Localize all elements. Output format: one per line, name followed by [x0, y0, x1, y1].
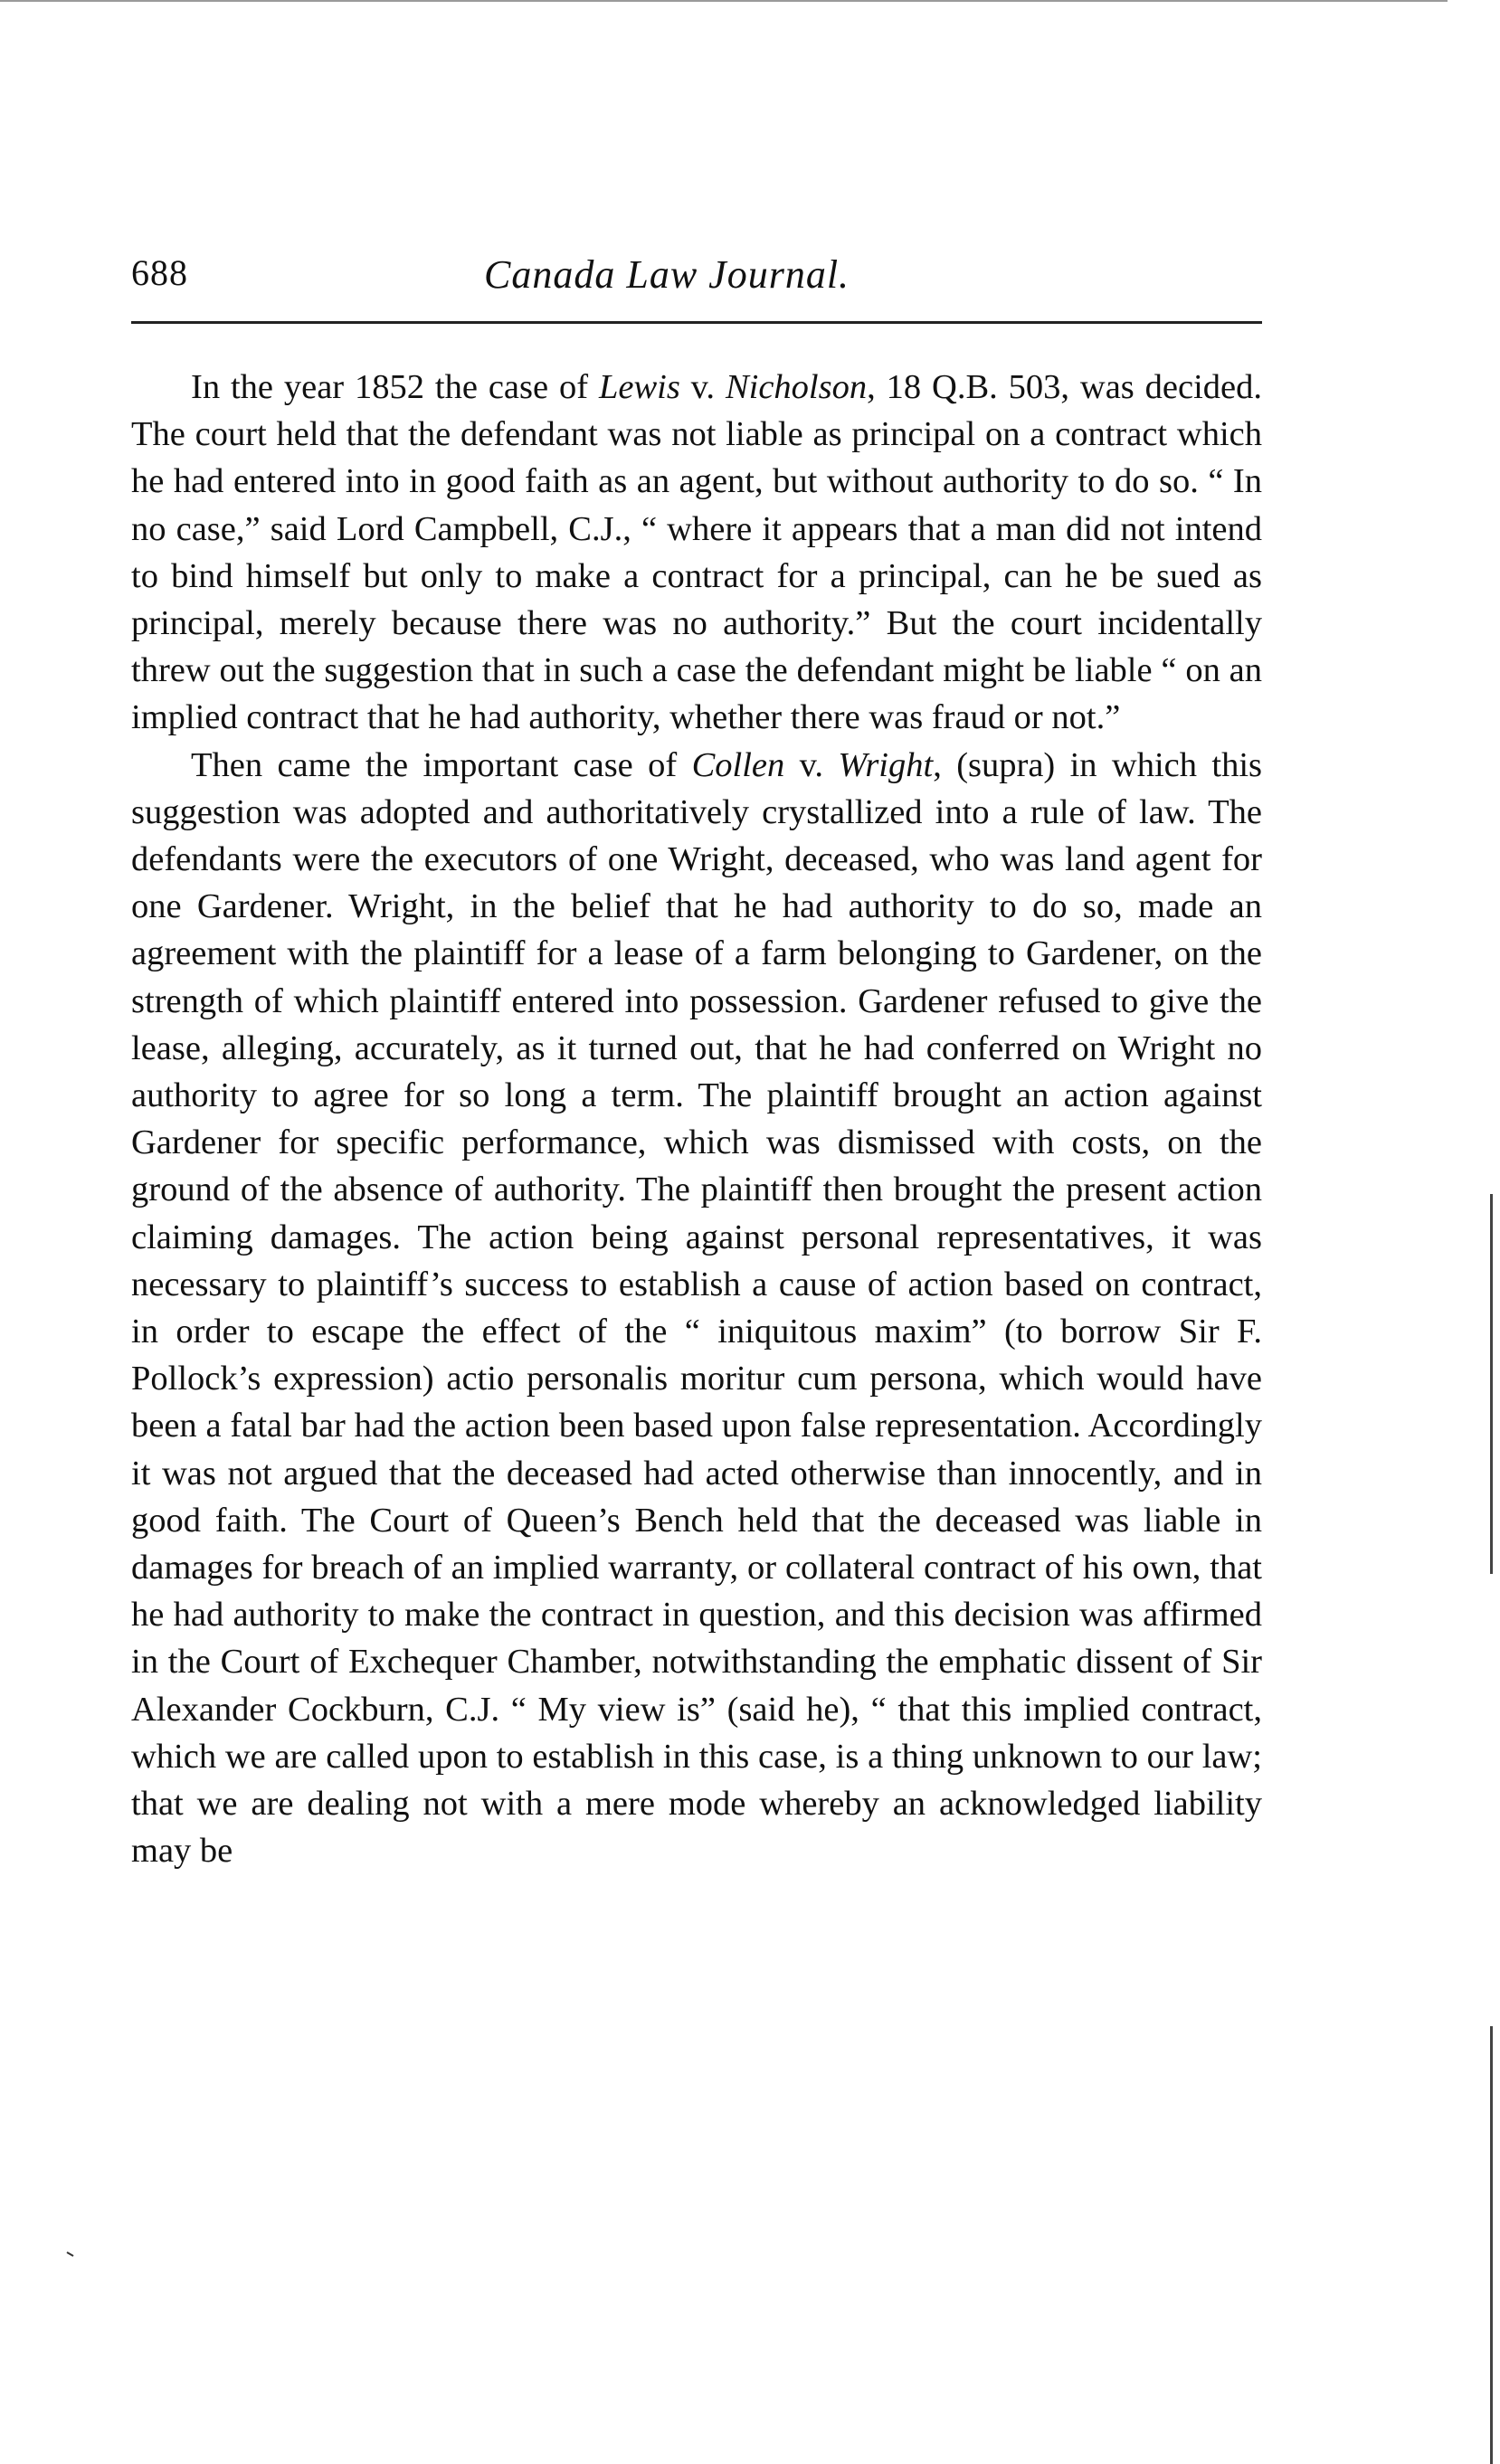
case-name: Wright — [838, 745, 934, 784]
case-name: Nicholson — [725, 368, 868, 406]
paragraph — [131, 364, 1262, 742]
paragraph-text: v. — [784, 745, 839, 784]
scan-edge-mark — [1490, 1194, 1493, 1574]
paragraph-text: , (supra) in which this suggestion was adopted and authoritatively crystallized into a rule of law. The defendants were the executors of one Wright, deceased, who was land agent for one Gardener. Wright, in the belief that he had authority to do so, made an agreement with the plaintiff for a lease of a farm belonging to Gardener, on the strength of which plaintiff entered into possession. Gardener refused to give the lease, alleging, accurately, as it turned out, that he had conferred on Wright no authority to agree for so long a term. The plaintiff brought an action against Gardener for specific performance, which was dismissed with costs, on the ground of the absence of authority. The plaintiff then brought the present action claiming damages. The action being against personal representatives, it was necessary to plaintiff’s success to establish a cause of action based on contract, in order to escape the effect of the “ iniquitous maxim” (to borrow Sir F. Pollock’s expression) actio personalis moritur cum persona, which would have been a fatal bar had the action been based upon false representation. Accordingly it was not argued that the deceased had acted otherwise than innocently, and in good faith. The Court of Queen’s Bench held that the deceased was liable in damages for breach of an implied warranty, or collateral contract of his own, that he had authority to make the contract in question, and this decision was affirmed in the Court of Exchequer Chamber, notwithstanding the emphatic dissent of Sir Alexander Cockburn, C.J. “ My view is” (said he), “ that this implied contract, which we are called upon to establish in this case, is a thing unknown to our law; that we are dealing not with a mere mode whereby an acknowledged liability may be — [131, 745, 1262, 1871]
case-name: Lewis — [598, 368, 680, 406]
page-number: 688 — [131, 252, 188, 293]
case-name: Collen — [691, 745, 785, 784]
header-divider — [131, 321, 1262, 324]
article-body — [131, 364, 1262, 1875]
scan-top-edge — [0, 0, 1448, 2]
scan-speck — [65, 2251, 83, 2258]
running-title: Canada Law Journal. — [484, 252, 850, 297]
paragraph-text: , 18 Q.B. 503, was decided. The court held that the defendant was not liable as principal on a contract which he had entered into in good faith as an agent, but without authority to do so. “ In no case,” said Lord Campbell, C.J., “ where it appears that a man did not intend to bind himself but only to make a contract for a principal, can he be sued as principal, merely because there was no authority.” But the court incidentally threw out the suggestion that in such a case the defendant might be liable “ on an implied contract that he had authority, whether there was fraud or not.” — [131, 368, 1262, 737]
paragraph-text: In the year 1852 the case of — [191, 368, 599, 406]
paragraph-text: Then came the important case of — [191, 745, 692, 784]
paragraph — [131, 742, 1262, 1875]
page-header — [131, 251, 1262, 306]
scan-edge-mark — [1490, 2026, 1493, 2464]
paragraph-text: v. — [679, 368, 726, 406]
